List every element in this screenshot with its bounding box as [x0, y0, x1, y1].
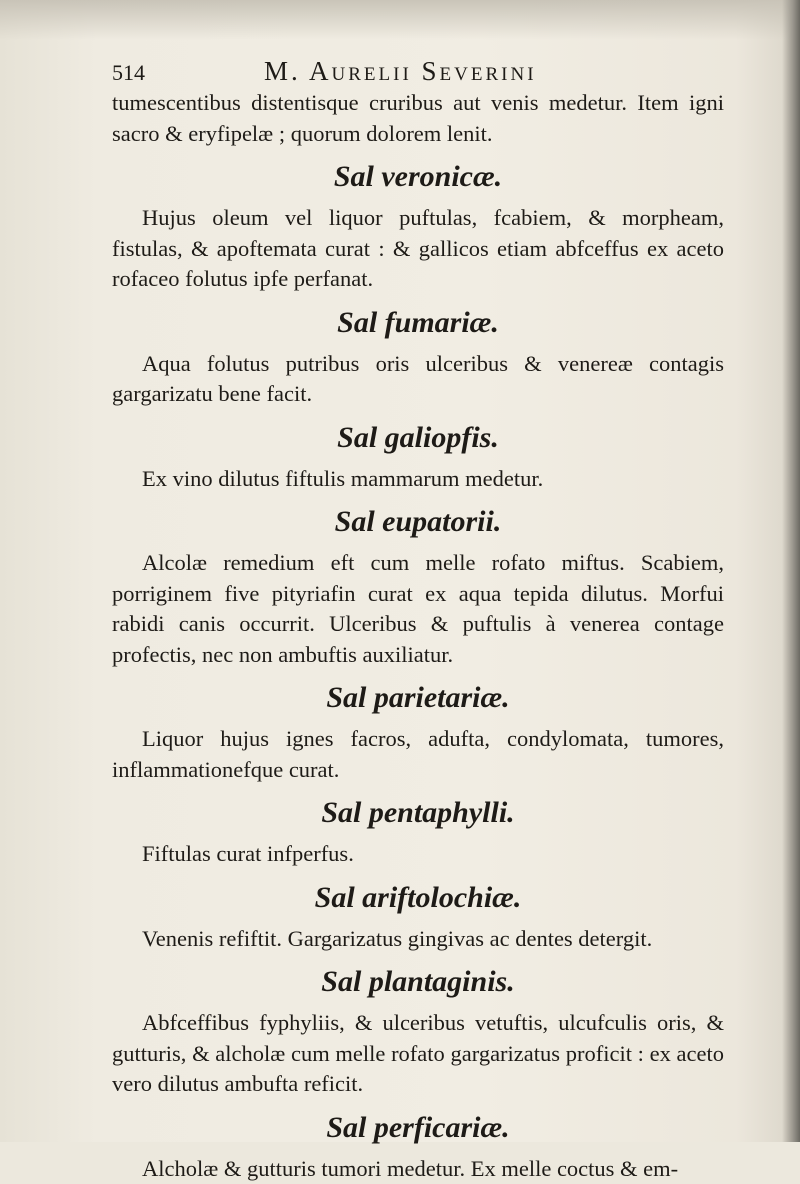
- section-6-text: Fiftulas curat infperfus.: [112, 839, 724, 870]
- section-7-text: Venenis refiftit. Gargarizatus gingivas ac dentes detergit.: [112, 924, 724, 955]
- section-9-heading: Sal perficariæ.: [112, 1108, 724, 1148]
- section-6-heading: Sal pentaphylli.: [112, 793, 724, 833]
- section-3-text: Ex vino dilutus fiftulis mammarum medetur.: [112, 464, 724, 495]
- section-2-text: Aqua folutus putribus oris ulceribus & venereæ contagis gargarizatu bene facit.: [112, 349, 724, 410]
- page-number: 514: [112, 60, 145, 86]
- running-title: M. Aurelii Severini: [264, 56, 537, 87]
- section-1-heading: Sal veronicæ.: [112, 157, 724, 197]
- section-3-heading: Sal galiopfis.: [112, 418, 724, 458]
- section-1-text: Hujus oleum vel liquor puftulas, fcabiem, & morpheam, fistulas, & apoftemata curat : & gallicos etiam abfceffus ex aceto rofaceo folutus ipfe perfanat.: [112, 203, 724, 295]
- page-body: [112, 88, 724, 1184]
- section-4-text: Alcolæ remedium eft cum melle rofato miftus. Scabiem, porriginem five pityriafin curat ex aqua tepida dilutus. Morfui rabidi canis occurrit. Ulceribus & puftulis à venerea contage profectis, nec non ambuftis auxiliatur.: [112, 548, 724, 670]
- section-5-text: Liquor hujus ignes facros, adufta, condylomata, tumores, inflammationefque curat.: [112, 724, 724, 785]
- section-4-heading: Sal eupatorii.: [112, 502, 724, 542]
- section-8-text: Abfceffibus fyphyliis, & ulceribus vetuftis, ulcufculis oris, & gutturis, & alcholæ cum melle rofato gargarizatus proficit : ex aceto vero dilutus ambufta reficit.: [112, 1008, 724, 1100]
- section-2-heading: Sal fumariæ.: [112, 303, 724, 343]
- section-5-heading: Sal parietariæ.: [112, 678, 724, 718]
- section-0-text: tumescentibus distentisque cruribus aut venis medetur. Item igni sacro & eryfipelæ ; quorum dolorem lenit.: [112, 88, 724, 149]
- section-7-heading: Sal ariftolochiæ.: [112, 878, 724, 918]
- page-binding-edge: [782, 0, 800, 1142]
- page-top-shadow: [0, 0, 800, 40]
- section-8-heading: Sal plantaginis.: [112, 962, 724, 1002]
- section-9-text: Alcholæ & gutturis tumori medetur. Ex melle coctus & em-: [112, 1154, 724, 1184]
